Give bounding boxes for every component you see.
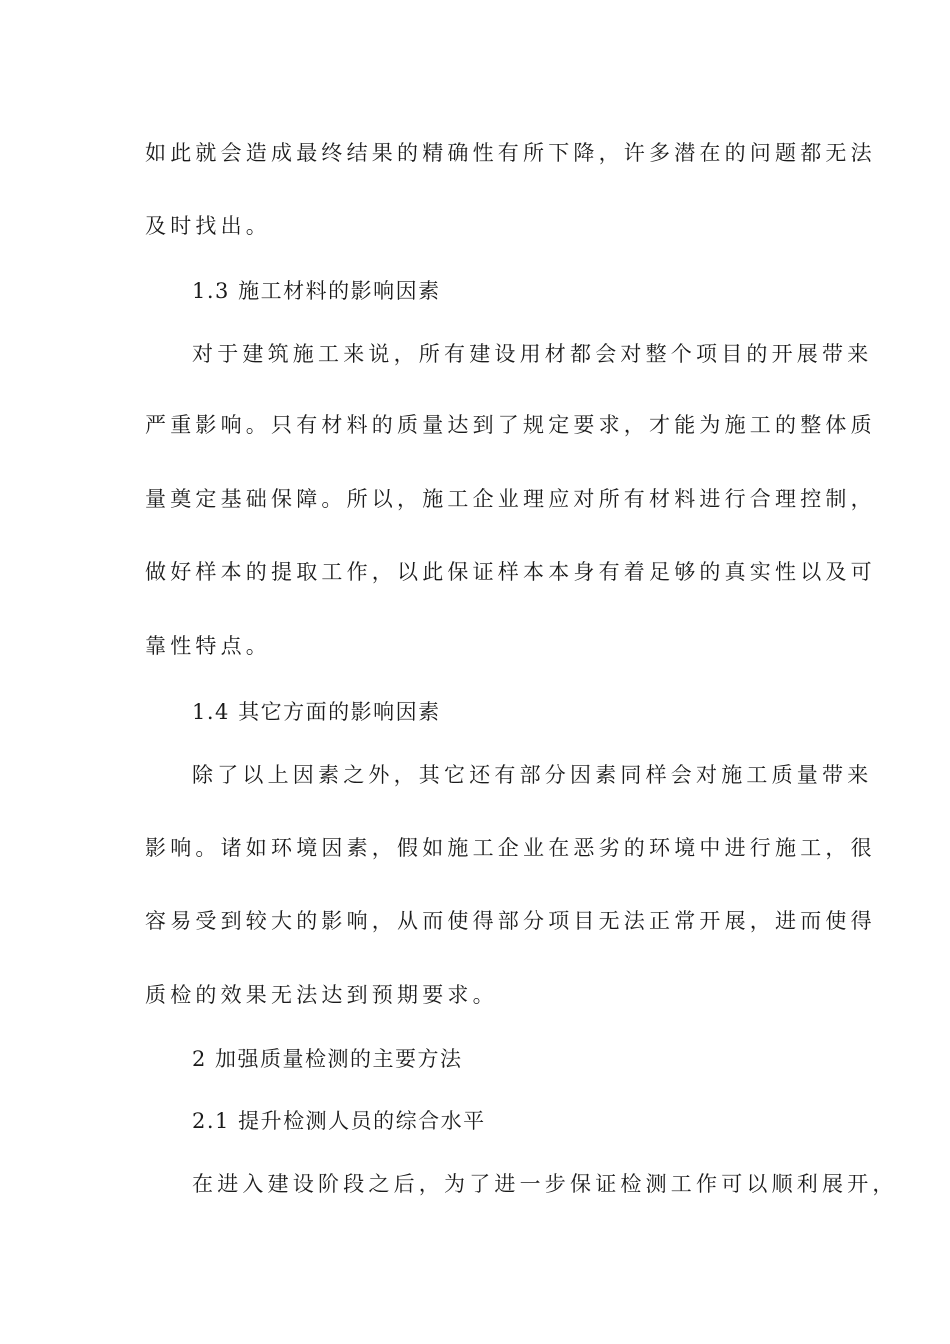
paragraph-line: 在进入建设阶段之后，为了进一步保证检测工作可以顺利展开，: [192, 1172, 898, 1196]
paragraph-line: 靠性特点。: [145, 634, 271, 658]
paragraph-line: 如此就会造成最终结果的精确性有所下降，许多潜在的问题都无法: [145, 141, 876, 165]
paragraph-line: 及时找出。: [145, 214, 271, 238]
paragraph-line: 严重影响。只有材料的质量达到了规定要求，才能为施工的整体质: [145, 413, 876, 437]
section-heading-1-3: 1.3 施工材料的影响因素: [192, 279, 441, 303]
paragraph-line: 影响。诸如环境因素，假如施工企业在恶劣的环境中进行施工，很: [145, 836, 876, 860]
section-heading-2-1: 2.1 提升检测人员的综合水平: [192, 1109, 486, 1133]
paragraph-line: 对于建筑施工来说，所有建设用材都会对整个项目的开展带来: [192, 342, 873, 366]
paragraph-line: 质检的效果无法达到预期要求。: [145, 983, 498, 1007]
section-heading-1-4: 1.4 其它方面的影响因素: [192, 700, 441, 724]
paragraph-line: 量奠定基础保障。所以，施工企业理应对所有材料进行合理控制，: [145, 487, 876, 511]
paragraph-line: 做好样本的提取工作，以此保证样本本身有着足够的真实性以及可: [145, 560, 876, 584]
section-heading-2: 2 加强质量检测的主要方法: [192, 1047, 463, 1071]
paragraph-line: 容易受到较大的影响，从而使得部分项目无法正常开展，进而使得: [145, 909, 876, 933]
paragraph-line: 除了以上因素之外，其它还有部分因素同样会对施工质量带来: [192, 763, 873, 787]
